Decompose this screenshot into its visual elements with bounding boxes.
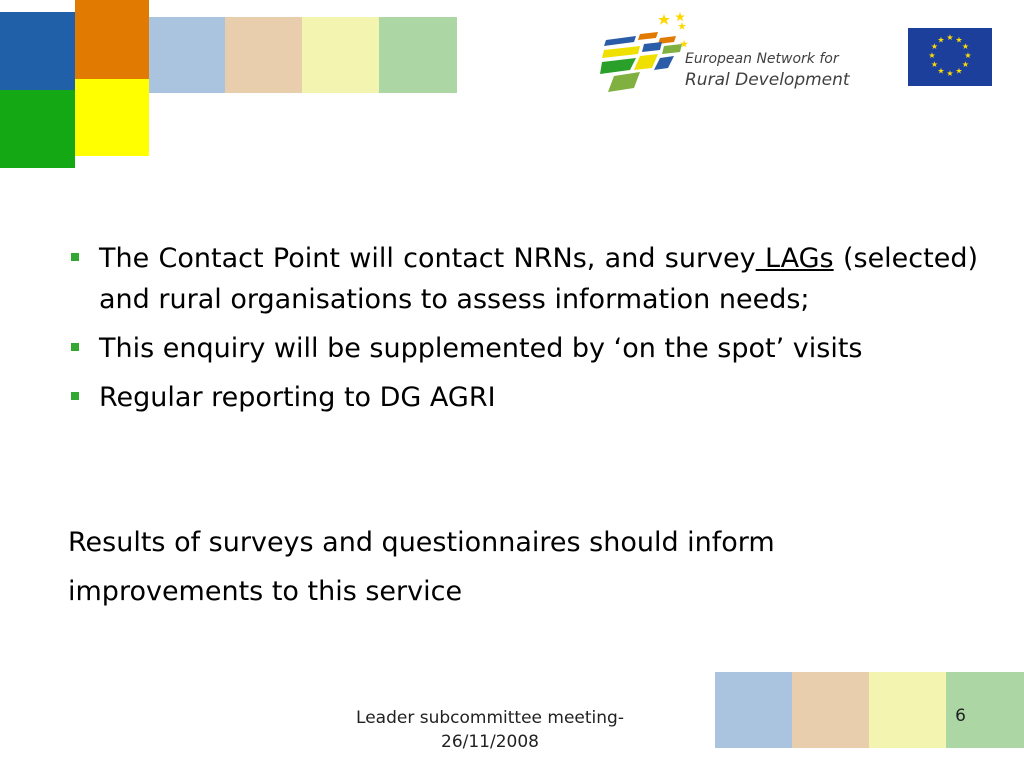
bullet-item-enquiry xyxy=(68,328,978,369)
svg-text:★: ★ xyxy=(946,69,954,78)
footer-text xyxy=(320,706,660,754)
bullet-item-reporting xyxy=(68,377,978,418)
bullet-text: (selected) and rural organisations to assess information needs; xyxy=(99,243,979,315)
footer-line1: Leader subcommittee meeting- xyxy=(356,708,624,728)
svg-text:★: ★ xyxy=(946,33,954,42)
bullet-item-contact-point xyxy=(68,238,978,320)
svg-text:★: ★ xyxy=(930,60,939,69)
footer-date: 26/11/2008 xyxy=(441,732,539,752)
enrd-logo-line2: Rural Development xyxy=(685,70,850,90)
deco-square-green xyxy=(0,90,75,168)
bullet-marker-icon xyxy=(71,253,79,261)
svg-text:★: ★ xyxy=(961,60,970,69)
page-number: 6 xyxy=(955,706,966,726)
svg-text:★: ★ xyxy=(955,35,963,45)
footer-square-light-blue xyxy=(715,672,792,748)
svg-text:★: ★ xyxy=(928,51,936,60)
deco-square-orange xyxy=(75,0,149,79)
bullet-marker-icon xyxy=(71,392,79,400)
summary-line1: Results of surveys and questionnaires should inform xyxy=(68,527,775,558)
deco-square-blue xyxy=(0,12,75,90)
deco-square-light-yellow xyxy=(302,17,379,93)
svg-text:★: ★ xyxy=(961,42,970,51)
summary-text xyxy=(68,518,968,616)
enrd-emblem-icon xyxy=(600,8,690,96)
bullet-marker-icon xyxy=(71,343,79,351)
enrd-logo xyxy=(600,8,880,96)
bullet-text: Regular reporting to DG AGRI xyxy=(99,382,496,413)
deco-square-tan xyxy=(225,17,302,93)
bullet-text: This enquiry will be supplemented by ‘on the spot’ visits xyxy=(99,333,863,364)
svg-text:★: ★ xyxy=(964,51,972,60)
bullet-list xyxy=(68,238,978,418)
svg-text:★: ★ xyxy=(955,66,963,76)
footer-square-light-yellow xyxy=(869,672,946,748)
footer-square-tan xyxy=(792,672,869,748)
enrd-logo-line1: European Network for xyxy=(685,51,839,67)
deco-square-light-blue xyxy=(149,17,225,93)
svg-text:★: ★ xyxy=(930,42,939,51)
eu-flag-icon xyxy=(908,28,992,86)
svg-text:★: ★ xyxy=(937,35,945,45)
deco-square-light-green xyxy=(379,17,457,93)
summary-line2: improvements to this service xyxy=(68,576,463,607)
bullet-text: The Contact Point will contact NRNs, and survey xyxy=(99,243,756,274)
deco-square-yellow xyxy=(75,79,149,156)
svg-text:★: ★ xyxy=(937,66,945,76)
lags-link: LAGs xyxy=(755,243,834,274)
